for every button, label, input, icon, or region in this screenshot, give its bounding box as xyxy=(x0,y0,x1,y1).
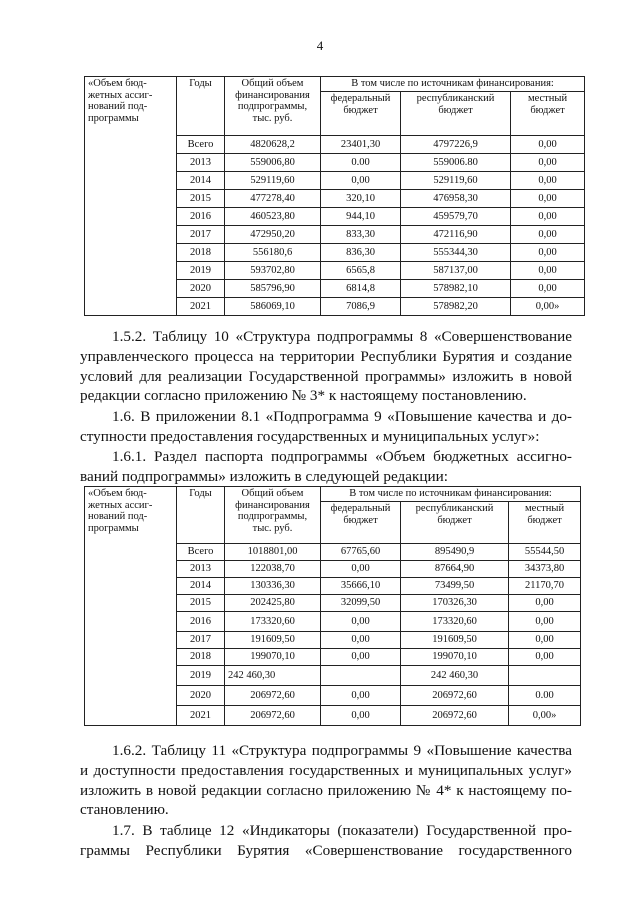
row-republic: 206972,60 xyxy=(401,686,509,706)
row-total: 206972,60 xyxy=(225,686,321,706)
text-line: граммы Республики Бурятия «Совершенствование государственного xyxy=(80,841,572,859)
row-federal: 6814,8 xyxy=(321,280,401,298)
row-local: 0.00 xyxy=(509,686,581,706)
row-republic: 199070,10 xyxy=(401,649,509,666)
row-year: 2016 xyxy=(177,208,225,226)
row-republic: 73499,50 xyxy=(401,578,509,595)
header-sources: В том числе по источникам финансирования: xyxy=(321,77,585,92)
text-line: ваний подпрограммы» изложить в следующей редакции: xyxy=(80,467,448,485)
paragraph-1-6-1 xyxy=(80,447,572,487)
row-local: 0,00 xyxy=(511,244,585,262)
header-years: Годы xyxy=(177,487,225,544)
row-year: 2013 xyxy=(177,561,225,578)
row-federal: 0,00 xyxy=(321,686,401,706)
label-line: программы xyxy=(88,522,139,534)
row-local: 0,00 xyxy=(509,612,581,632)
row-total: 206972,60 xyxy=(225,706,321,726)
row-year: 2015 xyxy=(177,190,225,208)
label-line: жетных ассиг- xyxy=(88,499,153,511)
header-total-line: Общий объем xyxy=(241,78,304,89)
row-federal: 0,00 xyxy=(321,172,401,190)
header-republic-line: бюджет xyxy=(437,514,472,526)
row-total: 460523,80 xyxy=(225,208,321,226)
row-republic: 87664,90 xyxy=(401,561,509,578)
row-local: 34373,80 xyxy=(509,561,581,578)
row-federal: 320,10 xyxy=(321,190,401,208)
row-year: 2019 xyxy=(177,666,225,686)
row-year: 2015 xyxy=(177,595,225,612)
row-total: 556180,6 xyxy=(225,244,321,262)
row-year: 2013 xyxy=(177,154,225,172)
text-line: 1.6.2. Таблицу 11 «Структура подпрограммы 9 «Повышение качества xyxy=(112,742,572,759)
row-total: 559006,80 xyxy=(225,154,321,172)
row-local: 21170,70 xyxy=(509,578,581,595)
row-republic: 578982,10 xyxy=(401,280,511,298)
header-local-line: местный xyxy=(527,93,568,104)
page-number: 4 xyxy=(316,38,324,53)
text-line: и доступности предоставления государственных и муниципальных услуг» xyxy=(80,761,572,779)
header-federal xyxy=(321,92,401,136)
row-federal xyxy=(321,666,401,686)
text-line: становлению. xyxy=(80,801,169,819)
row-republic: 170326,30 xyxy=(401,595,509,612)
row-year: Всего xyxy=(177,136,225,154)
row-republic: 173320,60 xyxy=(401,612,509,632)
row-year: 2014 xyxy=(177,578,225,595)
row-republic: 555344,30 xyxy=(401,244,511,262)
row-local: 0,00» xyxy=(509,706,581,726)
row-year: 2017 xyxy=(177,632,225,649)
paragraph-1-7 xyxy=(80,821,572,861)
row-local: 55544,50 xyxy=(509,544,581,561)
row-federal: 833,30 xyxy=(321,226,401,244)
row-federal: 23401,30 xyxy=(321,136,401,154)
row-republic: 472116,90 xyxy=(401,226,511,244)
row-year: 2016 xyxy=(177,612,225,632)
row-year: 2018 xyxy=(177,244,225,262)
header-federal-line: бюджет xyxy=(343,514,378,526)
row-federal: 6565,8 xyxy=(321,262,401,280)
header-republic-line: республиканский xyxy=(416,93,495,104)
header-total xyxy=(225,77,321,136)
header-federal-line: федеральный xyxy=(330,503,391,514)
row-total: 191609,50 xyxy=(225,632,321,649)
label-line: нований под- xyxy=(88,101,148,112)
row-total: 242 460,30 xyxy=(225,666,321,686)
row-federal: 0,00 xyxy=(321,561,401,578)
row-local: 0,00 xyxy=(511,190,585,208)
budget-label-cell xyxy=(85,487,177,726)
paragraph-1-6-2 xyxy=(80,741,572,820)
row-republic: 459579,70 xyxy=(401,208,511,226)
header-total-line: тыс. руб. xyxy=(252,112,293,124)
row-year: 2021 xyxy=(177,298,225,316)
text-line: 1.5.2. Таблицу 10 «Структура подпрограммы 8 «Совершенствование xyxy=(112,328,572,345)
row-total: 529119,60 xyxy=(225,172,321,190)
header-federal-line: бюджет xyxy=(343,104,378,116)
header-total-line: финансирования xyxy=(235,499,310,511)
row-year: 2017 xyxy=(177,226,225,244)
header-local xyxy=(511,92,585,136)
row-republic: 587137,00 xyxy=(401,262,511,280)
row-republic: 4797226,9 xyxy=(401,136,511,154)
row-republic: 529119,60 xyxy=(401,172,511,190)
row-federal: 67765,60 xyxy=(321,544,401,561)
header-years: Годы xyxy=(177,77,225,136)
row-total: 202425,80 xyxy=(225,595,321,612)
row-federal: 32099,50 xyxy=(321,595,401,612)
header-total-line: подпрограммы, xyxy=(237,101,308,112)
row-federal: 0,00 xyxy=(321,632,401,649)
text-line: изложить в новой редакции согласно приложению № 4* к настоящему по- xyxy=(80,781,572,799)
header-republic xyxy=(401,92,511,136)
paragraph-1-6 xyxy=(80,407,572,447)
text-line: 1.6. В приложении 8.1 «Подпрограмма 9 «Повышение качества и до- xyxy=(112,408,572,425)
text-line: редакции согласно приложению № 3* к настоящему постановлению. xyxy=(80,387,527,405)
row-total: 593702,80 xyxy=(225,262,321,280)
row-total: 1018801,00 xyxy=(225,544,321,561)
text-line: 1.6.1. Раздел паспорта подпрограммы «Объем бюджетных ассигно- xyxy=(112,448,572,465)
row-total: 4820628,2 xyxy=(225,136,321,154)
row-federal: 836,30 xyxy=(321,244,401,262)
header-total-line: тыс. руб. xyxy=(252,522,293,534)
row-federal: 35666,10 xyxy=(321,578,401,595)
row-federal: 0,00 xyxy=(321,649,401,666)
row-federal: 0,00 xyxy=(321,706,401,726)
label-line: программы xyxy=(88,112,139,124)
row-total: 472950,20 xyxy=(225,226,321,244)
header-total-line: подпрограммы, xyxy=(237,511,308,522)
budget-table-subprogram-9 xyxy=(84,486,581,726)
text-line: условий для реализации Государственной программы» изложить в новой xyxy=(80,367,572,385)
row-federal: 944,10 xyxy=(321,208,401,226)
row-local: 0,00 xyxy=(509,649,581,666)
row-local xyxy=(509,666,581,686)
budget-table-subprogram-8 xyxy=(84,76,585,316)
header-republic-line: бюджет xyxy=(438,104,473,116)
row-year: 2020 xyxy=(177,280,225,298)
row-republic: 191609,50 xyxy=(401,632,509,649)
row-local: 0,00 xyxy=(511,136,585,154)
row-local: 0,00 xyxy=(509,595,581,612)
text-line: ступности предоставления государственных и муниципальных услуг»: xyxy=(80,427,540,445)
label-line: «Объем бюд- xyxy=(88,488,147,499)
header-total-line: Общий объем xyxy=(241,488,304,499)
row-republic: 559006.80 xyxy=(401,154,511,172)
header-total xyxy=(225,487,321,544)
row-republic: 206972,60 xyxy=(401,706,509,726)
row-year: 2021 xyxy=(177,706,225,726)
row-republic: 895490,9 xyxy=(401,544,509,561)
text-line: 1.7. В таблице 12 «Индикаторы (показатели) Государственной про- xyxy=(112,822,572,839)
header-local-line: бюджет xyxy=(527,514,562,526)
row-local: 0,00 xyxy=(511,226,585,244)
row-republic: 242 460,30 xyxy=(401,666,509,686)
row-republic: 578982,20 xyxy=(401,298,511,316)
header-republic-line: республиканский xyxy=(415,503,494,514)
row-total: 199070,10 xyxy=(225,649,321,666)
header-local-line: местный xyxy=(524,503,565,514)
row-total: 586069,10 xyxy=(225,298,321,316)
header-total-line: финансирования xyxy=(235,89,310,101)
header-federal-line: федеральный xyxy=(330,93,391,104)
row-total: 585796,90 xyxy=(225,280,321,298)
row-local: 0,00 xyxy=(511,154,585,172)
row-local: 0,00» xyxy=(511,298,585,316)
row-year: 2014 xyxy=(177,172,225,190)
row-local: 0,00 xyxy=(511,262,585,280)
row-republic: 476958,30 xyxy=(401,190,511,208)
row-year: 2019 xyxy=(177,262,225,280)
row-year: Всего xyxy=(177,544,225,561)
row-total: 477278,40 xyxy=(225,190,321,208)
row-year: 2020 xyxy=(177,686,225,706)
budget-label-cell xyxy=(85,77,177,316)
paragraph-1-5-2 xyxy=(80,327,572,406)
header-republic xyxy=(401,502,509,544)
row-total: 130336,30 xyxy=(225,578,321,595)
row-total: 122038,70 xyxy=(225,561,321,578)
row-federal: 0,00 xyxy=(321,612,401,632)
label-line: жетных ассиг- xyxy=(88,89,153,101)
header-sources: В том числе по источникам финансирования: xyxy=(321,487,581,502)
row-local: 0,00 xyxy=(511,280,585,298)
row-year: 2018 xyxy=(177,649,225,666)
label-line: «Объем бюд- xyxy=(88,78,147,89)
row-local: 0,00 xyxy=(509,632,581,649)
header-local-line: бюджет xyxy=(530,104,565,116)
label-line: нований под- xyxy=(88,511,148,522)
row-federal: 7086,9 xyxy=(321,298,401,316)
text-line: управленческого процесса на территории Республики Бурятия и создание xyxy=(80,347,572,365)
row-federal: 0.00 xyxy=(321,154,401,172)
row-local: 0,00 xyxy=(511,208,585,226)
header-local xyxy=(509,502,581,544)
header-federal xyxy=(321,502,401,544)
row-local: 0,00 xyxy=(511,172,585,190)
row-total: 173320,60 xyxy=(225,612,321,632)
